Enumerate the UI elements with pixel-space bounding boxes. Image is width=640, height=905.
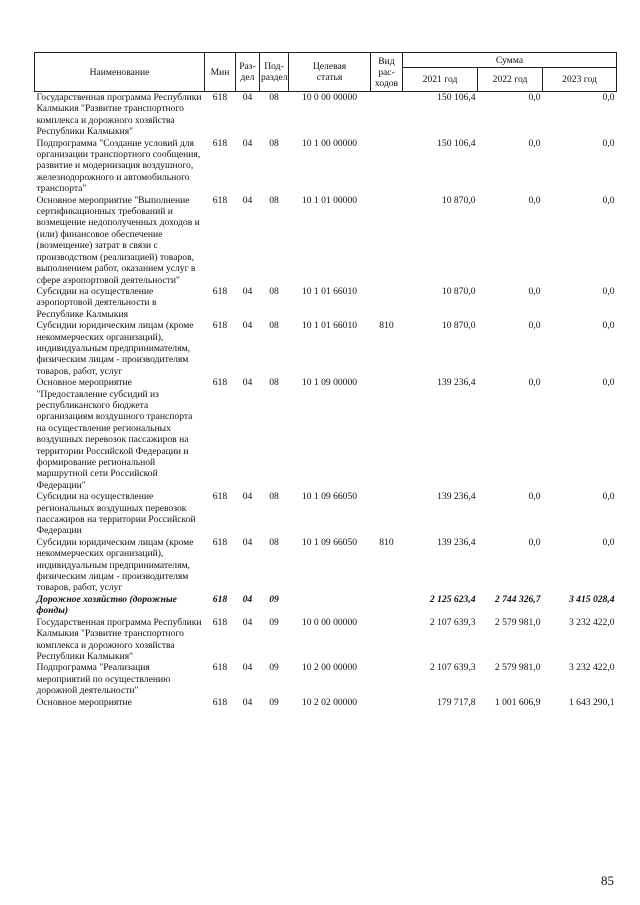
- cell-y2022: 0,0: [528, 92, 541, 103]
- cell-min: 618: [212, 491, 228, 503]
- cell-podrazdel: 09: [269, 662, 279, 674]
- cell-name: Государственная программа Республики Калмыкия "Развитие транспортного комплекса и дорожного хозяйства Республики Калмыкия": [36, 92, 202, 138]
- cell-vid: [371, 92, 403, 138]
- cell-y2022: 0,0: [528, 137, 541, 149]
- cell-y2021: 10 870,0: [441, 194, 476, 206]
- budget-table: [34, 52, 617, 708]
- table-row: [35, 138, 617, 195]
- cell-vid: [371, 617, 403, 663]
- col-header-2021: 2021 год: [403, 68, 478, 92]
- cell-name: Основное мероприятие: [36, 696, 132, 708]
- table-body: [35, 92, 617, 708]
- col-header-name: Наименование: [35, 53, 205, 92]
- cell-name: Подпрограмма "Реализация мероприятий по осуществлению дорожной деятельности": [36, 662, 171, 697]
- table-row: [35, 286, 617, 320]
- cell-razdel: 04: [242, 593, 253, 605]
- cell-razdel: 04: [242, 616, 253, 628]
- cell-tselevaya: 10 1 09 66050: [301, 491, 358, 503]
- cell-y2023: 0,0: [602, 285, 615, 297]
- cell-y2023: 3 415 028,4: [568, 593, 615, 605]
- table-row: [35, 537, 617, 594]
- cell-min: 618: [212, 536, 228, 548]
- cell-min: 618: [212, 616, 228, 628]
- cell-tselevaya: 10 0 00 00000: [301, 92, 358, 103]
- cell-name: Субсидии на осуществление аэропортовой деятельности в Республике Калмыкия: [36, 285, 157, 320]
- cell-y2021: 2 107 639,3: [429, 616, 476, 628]
- cell-y2023: 0,0: [602, 92, 615, 103]
- cell-vid: 810: [379, 320, 394, 332]
- cell-y2021: 150 106,4: [437, 92, 476, 103]
- table-row: [35, 617, 617, 663]
- cell-y2023: 3 232 422,0: [568, 616, 615, 628]
- cell-vid: [371, 286, 403, 320]
- cell-min: 618: [212, 662, 228, 674]
- cell-vid: [371, 195, 403, 286]
- cell-min: 618: [212, 696, 228, 708]
- cell-min: 618: [212, 194, 228, 206]
- cell-y2023: 0,0: [602, 320, 615, 332]
- cell-y2023: 0,0: [602, 194, 615, 206]
- cell-razdel: 04: [242, 320, 253, 332]
- cell-razdel: 04: [242, 662, 253, 674]
- cell-tselevaya: [289, 594, 371, 617]
- cell-name: Субсидии на осуществление региональных воздушных перевозок пассажиров на территории Российской Федерации: [36, 491, 196, 537]
- cell-tselevaya: 10 1 09 00000: [301, 377, 358, 389]
- cell-vid: [371, 491, 403, 537]
- cell-y2022: 2 579 981,0: [494, 616, 541, 628]
- cell-min: 618: [212, 92, 228, 103]
- table-row: [35, 491, 617, 537]
- cell-name: Основное мероприятие "Предоставление субсидий из республиканского бюджета организациям воздушного транспорта на осуществление региональных воздушных перевозок пассажиров на территории Российской Федерации и формирование региональной маршрутной сети Российской Федерации": [36, 377, 193, 491]
- cell-podrazdel: 08: [269, 491, 279, 503]
- cell-y2021: 139 236,4: [437, 491, 476, 503]
- cell-tselevaya: 10 1 00 00000: [301, 137, 358, 149]
- cell-y2021: 10 870,0: [441, 285, 476, 297]
- col-header-summa: Сумма: [403, 53, 617, 68]
- cell-min: 618: [212, 377, 228, 389]
- cell-vid: [371, 697, 403, 708]
- col-header-tselevaya: Целевая статья: [289, 53, 371, 92]
- cell-vid: [371, 138, 403, 195]
- cell-razdel: 04: [242, 137, 253, 149]
- cell-y2022: 0,0: [528, 285, 541, 297]
- cell-min: 618: [212, 285, 228, 297]
- cell-podrazdel: 08: [269, 92, 279, 103]
- cell-podrazdel: 08: [269, 377, 279, 389]
- cell-y2023: 3 232 422,0: [568, 662, 615, 674]
- col-header-2022: 2022 год: [478, 68, 543, 92]
- cell-podrazdel: 08: [269, 285, 279, 297]
- table-row: [35, 92, 617, 138]
- table-row: [35, 697, 617, 708]
- cell-razdel: 04: [242, 377, 253, 389]
- cell-podrazdel: 08: [269, 137, 279, 149]
- cell-y2022: 0,0: [528, 377, 541, 389]
- cell-tselevaya: 10 1 01 00000: [301, 194, 358, 206]
- cell-name: Субсидии юридическим лицам (кроме некоммерческих организаций), индивидуальным предпринимателям, физическим лицам - производителям товаров, работ, услуг: [36, 536, 194, 594]
- cell-y2022: 2 744 326,7: [494, 593, 541, 605]
- cell-y2023: 0,0: [602, 377, 615, 389]
- cell-podrazdel: 09: [269, 593, 279, 605]
- cell-tselevaya: 10 0 00 00000: [301, 616, 358, 628]
- table-row: [35, 594, 617, 617]
- cell-y2021: 2 125 623,4: [429, 593, 476, 605]
- cell-y2021: 139 236,4: [437, 377, 476, 389]
- cell-name: Государственная программа Республики Калмыкия "Развитие транспортного комплекса и дорожного хозяйства Республики Калмыкия": [36, 616, 202, 662]
- cell-vid: [371, 377, 403, 491]
- cell-podrazdel: 08: [269, 320, 279, 332]
- cell-y2022: 0,0: [528, 194, 541, 206]
- cell-y2021: 179 717,8: [437, 696, 476, 708]
- cell-y2023: 0,0: [602, 491, 615, 503]
- col-header-vid: Вид рас- ходов: [371, 53, 403, 92]
- cell-y2023: 0,0: [602, 536, 615, 548]
- cell-min: 618: [212, 593, 228, 605]
- cell-podrazdel: 08: [269, 194, 279, 206]
- cell-podrazdel: 09: [269, 616, 279, 628]
- cell-razdel: 04: [242, 536, 253, 548]
- cell-tselevaya: 10 1 01 66010: [301, 285, 358, 297]
- cell-y2022: 1 001 606,9: [494, 696, 541, 708]
- cell-razdel: 04: [242, 285, 253, 297]
- cell-y2021: 150 106,4: [437, 137, 476, 149]
- cell-podrazdel: 08: [269, 536, 279, 548]
- cell-razdel: 04: [242, 194, 253, 206]
- col-header-podrazdel: Под- раздел: [260, 53, 289, 92]
- cell-y2022: 0,0: [528, 536, 541, 548]
- cell-podrazdel: 09: [269, 696, 279, 708]
- cell-y2021: 139 236,4: [437, 536, 476, 548]
- table-row: [35, 662, 617, 696]
- cell-y2022: 2 579 981,0: [494, 662, 541, 674]
- cell-vid: [371, 594, 403, 617]
- cell-tselevaya: 10 2 02 00000: [301, 696, 358, 708]
- cell-y2022: 0,0: [528, 491, 541, 503]
- cell-vid: [371, 662, 403, 696]
- cell-y2021: 10 870,0: [441, 320, 476, 332]
- cell-razdel: 04: [242, 491, 253, 503]
- cell-razdel: 04: [242, 92, 253, 103]
- cell-y2021: 2 107 639,3: [429, 662, 476, 674]
- cell-vid: 810: [379, 536, 394, 548]
- cell-name: Основное мероприятие "Выполнение сертификационных требований и возмещение недополученных доходов и (или) финансовое обеспечение (возмещение) затрат в связи с производством (реализацией) товаров, выполнением работ, оказанием услуг в сфере аэропортовой деятельности": [36, 194, 200, 286]
- table-row: [35, 195, 617, 286]
- page-number: 85: [601, 873, 614, 888]
- cell-razdel: 04: [242, 696, 253, 708]
- cell-name: Подпрограмма "Создание условий для организации транспортного сообщения, развитие и модернизация воздушного, железнодорожного и автомобильного транспорта": [36, 137, 201, 195]
- cell-y2023: 1 643 290,1: [568, 696, 615, 708]
- table-row: [35, 320, 617, 377]
- col-header-2023: 2023 год: [543, 68, 617, 92]
- table-row: [35, 377, 617, 491]
- cell-y2022: 0,0: [528, 320, 541, 332]
- cell-tselevaya: 10 2 00 00000: [301, 662, 358, 674]
- cell-min: 618: [212, 137, 228, 149]
- col-header-razdel: Раз- дел: [236, 53, 260, 92]
- cell-tselevaya: 10 1 09 66050: [301, 536, 358, 548]
- cell-min: 618: [212, 320, 228, 332]
- col-header-min: Мин: [205, 53, 236, 92]
- cell-name: Дорожное хозяйство (дорожные фонды): [36, 593, 177, 617]
- cell-tselevaya: 10 1 01 66010: [301, 320, 358, 332]
- cell-name: Субсидии юридическим лицам (кроме некоммерческих организаций), индивидуальным предпринимателям, физическим лицам - производителям товаров, работ, услуг: [36, 320, 194, 377]
- cell-y2023: 0,0: [602, 137, 615, 149]
